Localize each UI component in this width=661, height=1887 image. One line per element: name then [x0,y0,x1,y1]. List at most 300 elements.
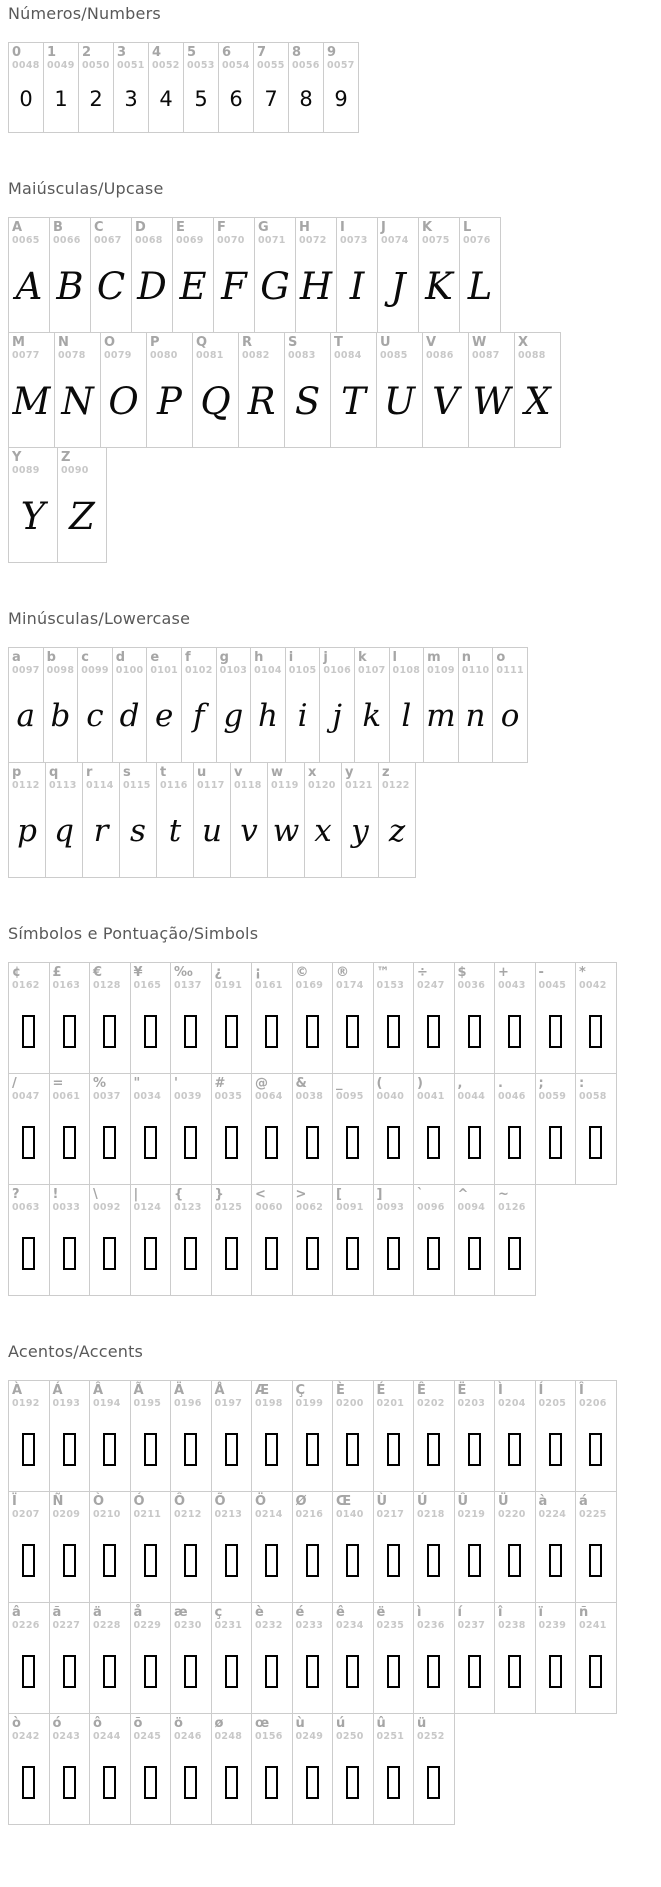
glyph-preview: X [524,380,551,423]
char-code: 0041 [417,1091,445,1102]
char-cell [251,1184,293,1296]
glyph-preview: 5 [194,86,208,111]
char-cell [211,1184,253,1296]
char-label: s [123,765,131,780]
char-cell [100,332,147,448]
glyph [378,247,418,326]
missing-glyph-box [427,1433,440,1466]
char-code: 0050 [82,60,110,71]
char-code: 0054 [222,60,250,71]
char-code: 0043 [498,980,526,991]
char-cell [413,1602,455,1714]
char-cell [332,1073,374,1185]
char-cell [89,962,131,1074]
char-code: 0250 [336,1731,364,1742]
missing-glyph-box [589,1544,602,1577]
glyph-row [8,1602,653,1714]
char-label: 2 [82,45,92,60]
missing-glyph-box [184,1655,197,1688]
glyph-missing [212,1521,252,1596]
char-code: 0047 [12,1091,40,1102]
glyph-missing [374,1632,414,1707]
missing-glyph-box [265,1237,278,1270]
char-cell [454,1380,496,1492]
char-label: Ù [376,1494,388,1509]
char-cell [373,1184,415,1296]
char-label: W [472,335,487,350]
char-code: 0073 [340,235,368,246]
char-label: v [234,765,243,780]
glyph-missing [333,1632,373,1707]
glyph-preview: 7 [264,86,278,111]
missing-glyph-box [346,1433,359,1466]
glyph-preview: C [96,265,126,308]
char-cell [332,1713,374,1825]
char-cell [413,1713,455,1825]
char-label: î [498,1605,503,1620]
missing-glyph-box [103,1544,116,1577]
char-label: Œ [336,1494,352,1509]
char-code: 0246 [174,1731,202,1742]
char-code: 0194 [93,1398,121,1409]
char-label: Z [61,450,71,465]
char-label: _ [336,1076,343,1091]
char-code: 0093 [376,1202,405,1213]
char-cell [82,762,120,878]
glyph-missing [576,1521,616,1596]
char-label: ú [336,1716,346,1731]
char-code: 0038 [295,1091,324,1102]
char-label: H [299,220,310,235]
glyph-preview: j [332,698,342,734]
glyph-missing [414,1632,454,1707]
char-code: 0033 [52,1202,81,1213]
missing-glyph-box [22,1655,35,1688]
char-cell [389,647,425,763]
char-label: [ [336,1187,342,1202]
char-code: 0209 [52,1509,81,1520]
glyph [91,247,131,326]
char-code: 0079 [104,350,132,361]
char-cell [373,1491,415,1603]
char-code: 0200 [336,1398,364,1409]
glyph-missing [414,1410,454,1485]
character-map-page [8,4,653,1825]
glyph-missing [50,1521,90,1596]
char-label: ¢ [12,965,22,980]
missing-glyph-box [589,1015,602,1048]
char-label: > [295,1187,307,1202]
char-code: 0248 [214,1731,243,1742]
glyph [101,362,146,441]
glyph-preview: r [93,813,109,849]
glyph-missing [495,1103,535,1178]
glyph [268,792,304,871]
char-code: 0153 [376,980,405,991]
char-code: 0098 [46,665,75,676]
glyph-preview: J [390,265,406,308]
section-title: Maiúsculas/Upcase [8,179,164,198]
glyph-missing [374,1743,414,1818]
char-code: 0125 [214,1202,243,1213]
glyph [173,247,213,326]
char-cell [49,1184,91,1296]
glyph-missing [333,1743,373,1818]
glyph-missing [131,1632,171,1707]
char-cell [292,1184,334,1296]
char-cell [535,962,577,1074]
char-code: 0235 [376,1620,405,1631]
char-code: 0118 [234,780,262,791]
char-label: æ [174,1605,188,1620]
char-label: à [538,1494,548,1509]
char-label: \ [93,1187,98,1202]
glyph [460,247,500,326]
char-label: } [214,1187,224,1202]
char-label: Ü [498,1494,509,1509]
missing-glyph-box [225,1433,238,1466]
char-label: X [518,335,529,350]
char-label: " [133,1076,141,1091]
glyph [193,362,238,441]
char-code: 0111 [496,665,524,676]
char-label: K [422,220,433,235]
char-label: ¡ [255,965,261,980]
char-label: g [219,650,229,665]
char-cell [54,332,101,448]
glyph [379,792,415,871]
char-label: Ò [93,1494,105,1509]
char-code: 0163 [52,980,81,991]
glyph-missing [293,1410,333,1485]
glyph-row [8,1491,653,1603]
char-cell [170,962,212,1074]
char-code: 0106 [323,665,351,676]
char-code: 0195 [133,1398,162,1409]
glyph-preview: Q [200,380,231,423]
char-code: 0228 [93,1620,121,1631]
char-label: k [357,650,367,665]
missing-glyph-box [63,1655,76,1688]
missing-glyph-box [22,1766,35,1799]
glyph-preview: 1 [54,86,68,111]
char-label: ö [174,1716,183,1731]
char-label: c [81,650,89,665]
glyph [305,792,341,871]
section-numbers [8,4,653,133]
glyph-missing [171,1632,211,1707]
char-cell [170,1380,212,1492]
glyph-preview: V [432,380,459,423]
missing-glyph-box [427,1655,440,1688]
glyph-preview: 4 [159,86,173,111]
char-label: é [295,1605,305,1620]
missing-glyph-box [346,1126,359,1159]
char-cell [251,962,293,1074]
glyph-preview: z [388,813,406,849]
char-cell [130,1491,172,1603]
char-label: ‰ [174,965,193,980]
char-code: 0199 [295,1398,324,1409]
char-cell [89,1380,131,1492]
char-code: 0108 [392,665,421,676]
char-label: R [242,335,253,350]
char-cell [251,1073,293,1185]
char-cell [454,1184,496,1296]
glyph [214,247,254,326]
char-cell [458,647,494,763]
glyph-missing [9,1743,49,1818]
char-label: Ï [12,1494,17,1509]
char-label: É [376,1383,386,1398]
glyph-missing [455,1103,495,1178]
char-code: 0236 [417,1620,445,1631]
char-cell [413,1491,455,1603]
glyph-missing [90,1410,130,1485]
char-label: ï [538,1605,543,1620]
char-cell [535,1073,577,1185]
missing-glyph-box [265,1433,278,1466]
glyph [55,362,100,441]
glyph [46,792,82,871]
char-cell [494,1184,536,1296]
glyph-preview: H [299,265,333,308]
glyph-preview: 6 [229,86,243,111]
char-cell [89,1073,131,1185]
char-cell [130,962,172,1074]
char-label: € [93,965,103,980]
char-code: 0075 [422,235,450,246]
glyph-missing [414,1743,454,1818]
glyph [286,677,320,756]
glyph-missing [212,1410,252,1485]
char-label: w [271,765,284,780]
char-cell [575,1491,617,1603]
glyph-missing [9,1103,49,1178]
glyph-missing [9,1632,49,1707]
char-label: Ñ [52,1494,64,1509]
char-cell [8,962,50,1074]
char-label: O [104,335,116,350]
char-label: Õ [214,1494,226,1509]
char-cell [170,1713,212,1825]
glyph-missing [50,1632,90,1707]
char-cell [170,1184,212,1296]
char-cell [535,1380,577,1492]
glyph-preview: y [351,813,369,849]
glyph-grid [8,962,653,1296]
missing-glyph-box [306,1433,319,1466]
char-cell [238,332,285,448]
char-cell [292,1602,334,1714]
glyph [239,362,284,441]
char-code: 0087 [472,350,500,361]
char-label: q [49,765,59,780]
glyph-preview: b [50,698,71,734]
char-code: 0059 [538,1091,567,1102]
char-code: 0084 [334,350,362,361]
char-cell [494,1491,536,1603]
missing-glyph-box [103,1015,116,1048]
glyph-preview: I [349,265,365,308]
glyph-row [8,1380,653,1492]
char-cell [130,1602,172,1714]
char-label: P [150,335,160,350]
char-code: 0091 [336,1202,364,1213]
glyph-missing [90,1214,130,1289]
char-cell [251,1380,293,1492]
glyph-missing [212,1743,252,1818]
char-code: 0207 [12,1509,40,1520]
char-label: ; [538,1076,544,1091]
missing-glyph-box [144,1126,157,1159]
glyph-preview: U [383,380,416,423]
char-label: M [12,335,25,350]
char-code: 0096 [417,1202,445,1213]
char-cell [250,647,286,763]
char-cell [8,1602,50,1714]
missing-glyph-box [22,1015,35,1048]
missing-glyph-box [22,1126,35,1159]
section-title: Símbolos e Pontuação/Simbols [8,924,259,943]
glyph-missing [455,992,495,1067]
missing-glyph-box [63,1237,76,1270]
char-label: f [184,650,191,665]
glyph-row [8,1184,653,1296]
char-code: 0204 [498,1398,526,1409]
char-cell [494,1380,536,1492]
missing-glyph-box [468,1655,481,1688]
char-cell [57,447,107,563]
glyph [9,362,54,441]
char-cell [130,1073,172,1185]
glyph [9,677,43,756]
missing-glyph-box [103,1433,116,1466]
char-label: # [214,1076,226,1091]
missing-glyph-box [265,1655,278,1688]
glyph [320,677,354,756]
glyph-grid [8,647,653,878]
char-label: ä [93,1605,102,1620]
glyph-missing [131,1214,171,1289]
missing-glyph-box [549,1655,562,1688]
char-code: 0113 [49,780,77,791]
char-cell [292,1491,334,1603]
missing-glyph-box [427,1237,440,1270]
char-label: N [58,335,69,350]
glyph-missing [293,1521,333,1596]
missing-glyph-box [549,1433,562,1466]
char-code: 0064 [255,1091,283,1102]
char-code: 0122 [382,780,410,791]
glyph-preview: 8 [299,86,313,111]
glyph-missing [495,1521,535,1596]
char-cell [8,1713,50,1825]
glyph-missing [414,1214,454,1289]
char-label: õ [133,1716,143,1731]
char-cell [373,1713,415,1825]
missing-glyph-box [387,1126,400,1159]
glyph [9,792,45,871]
glyph-preview: A [15,265,43,308]
char-label: : [579,1076,585,1091]
glyph-missing [90,1521,130,1596]
char-label: + [498,965,509,980]
char-label: ® [336,965,349,980]
missing-glyph-box [468,1126,481,1159]
section-title: Acentos/Accents [8,1342,144,1361]
char-label: , [457,1076,463,1091]
glyph [147,362,192,441]
char-code: 0109 [427,665,455,676]
glyph-missing [374,1214,414,1289]
glyph [147,677,181,756]
char-cell [130,1184,172,1296]
char-code: 0230 [174,1620,202,1631]
char-label: Ó [133,1494,145,1509]
char-label: ¿ [214,965,223,980]
missing-glyph-box [306,1015,319,1048]
char-code: 0116 [160,780,188,791]
char-code: 0219 [457,1509,486,1520]
char-code: 0140 [336,1509,364,1520]
char-label: â [12,1605,21,1620]
char-cell [183,42,219,133]
glyph-preview: W [472,380,511,423]
missing-glyph-box [225,1766,238,1799]
char-label: Q [196,335,208,350]
char-label: % [93,1076,107,1091]
glyph-missing [536,1632,576,1707]
char-label: C [94,220,104,235]
char-cell [45,762,83,878]
char-cell [216,647,252,763]
char-code: 0120 [308,780,336,791]
glyph-missing [293,1743,333,1818]
char-label: 5 [187,45,197,60]
glyph-missing [576,992,616,1067]
glyph-missing [171,1743,211,1818]
glyph-preview: 3 [124,86,138,111]
section-title: Minúsculas/Lowercase [8,609,191,628]
char-code: 0070 [217,235,245,246]
char-cell [323,42,359,133]
char-code: 0078 [58,350,86,361]
glyph-row [8,762,653,878]
char-code: 0081 [196,350,224,361]
char-code: 0205 [538,1398,567,1409]
char-cell [492,647,528,763]
char-cell [336,217,378,333]
glyph [469,362,514,441]
char-cell [43,42,79,133]
char-cell [193,762,231,878]
glyph-missing [50,1743,90,1818]
char-cell [211,1380,253,1492]
char-label: ù [295,1716,305,1731]
glyph-preview: c [86,698,104,734]
char-label: n [461,650,471,665]
char-cell [148,42,184,133]
char-cell [211,1073,253,1185]
missing-glyph-box [508,1433,521,1466]
char-label: p [12,765,22,780]
char-label: 7 [257,45,267,60]
char-label: $ [457,965,467,980]
missing-glyph-box [184,1766,197,1799]
missing-glyph-box [225,1015,238,1048]
char-label: 8 [292,45,302,60]
